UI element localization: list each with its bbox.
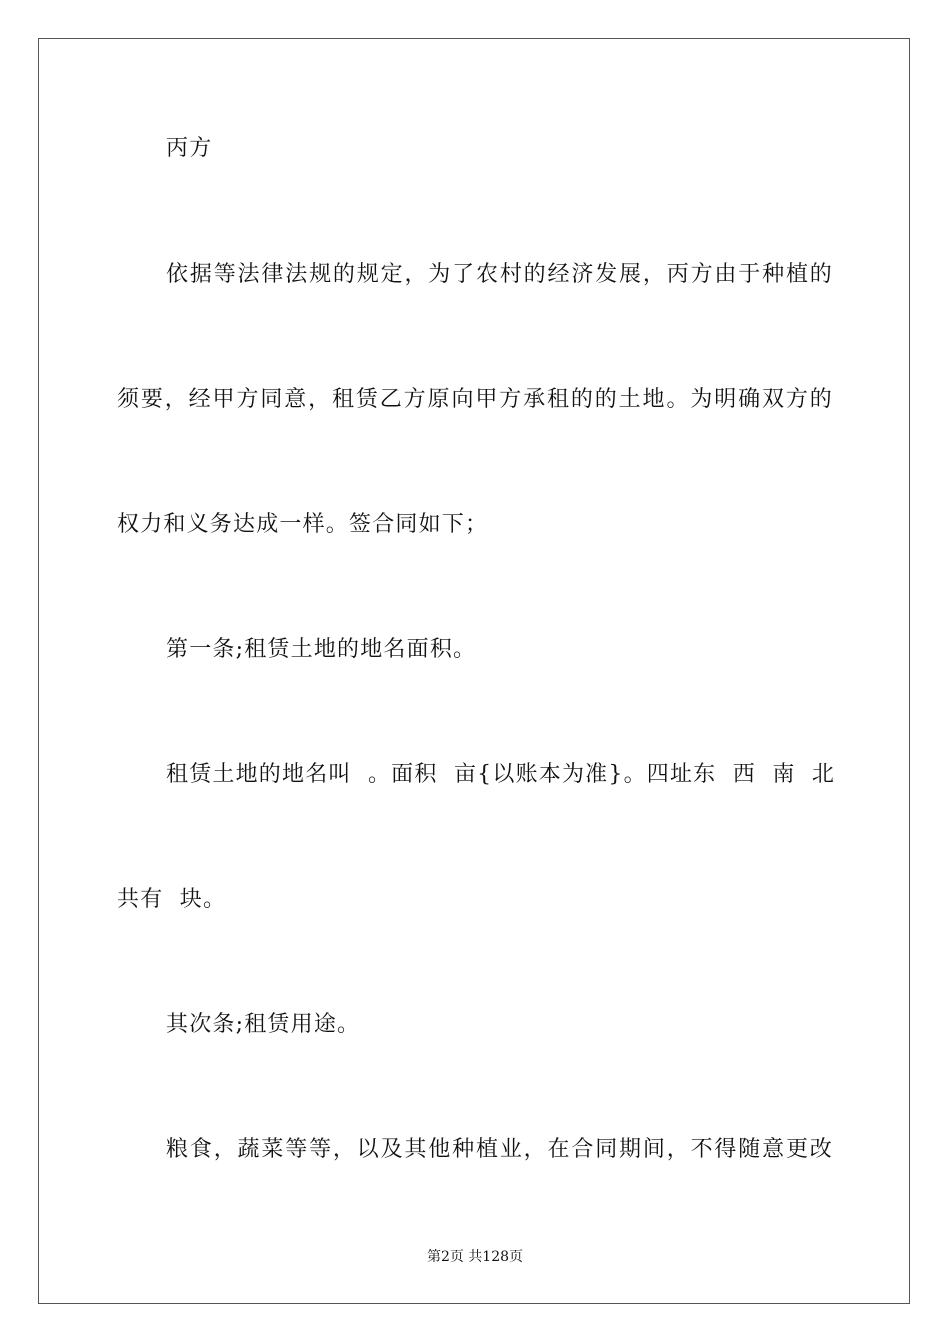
paragraph-line: 粮食，蔬菜等等，以及其他种植业，在合同期间，不得随意更改 — [166, 1137, 833, 1162]
party-c-heading: 丙方 — [166, 136, 213, 161]
paragraph-line: 依据等法律法规的规定，为了农村的经济发展，丙方由于种植的 — [166, 262, 833, 287]
paragraph-line: 权力和义务达成一样。签合同如下； — [117, 512, 489, 537]
article-heading: 其次条;租赁用途。 — [166, 1012, 361, 1037]
paragraph-line: 租赁土地的地名叫 。面积 亩{以账本为准}。四址东 西 南 北 — [166, 762, 836, 787]
page-number-footer: 第2页 共128页 — [426, 1249, 524, 1265]
paragraph-line: 须要，经甲方同意，租赁乙方原向甲方承租的的土地。为明确双方的 — [117, 387, 833, 412]
paragraph-line: 共有 块。 — [117, 887, 227, 912]
article-heading: 第一条;租赁土地的地名面积。 — [166, 637, 477, 662]
page-border — [38, 38, 910, 1304]
